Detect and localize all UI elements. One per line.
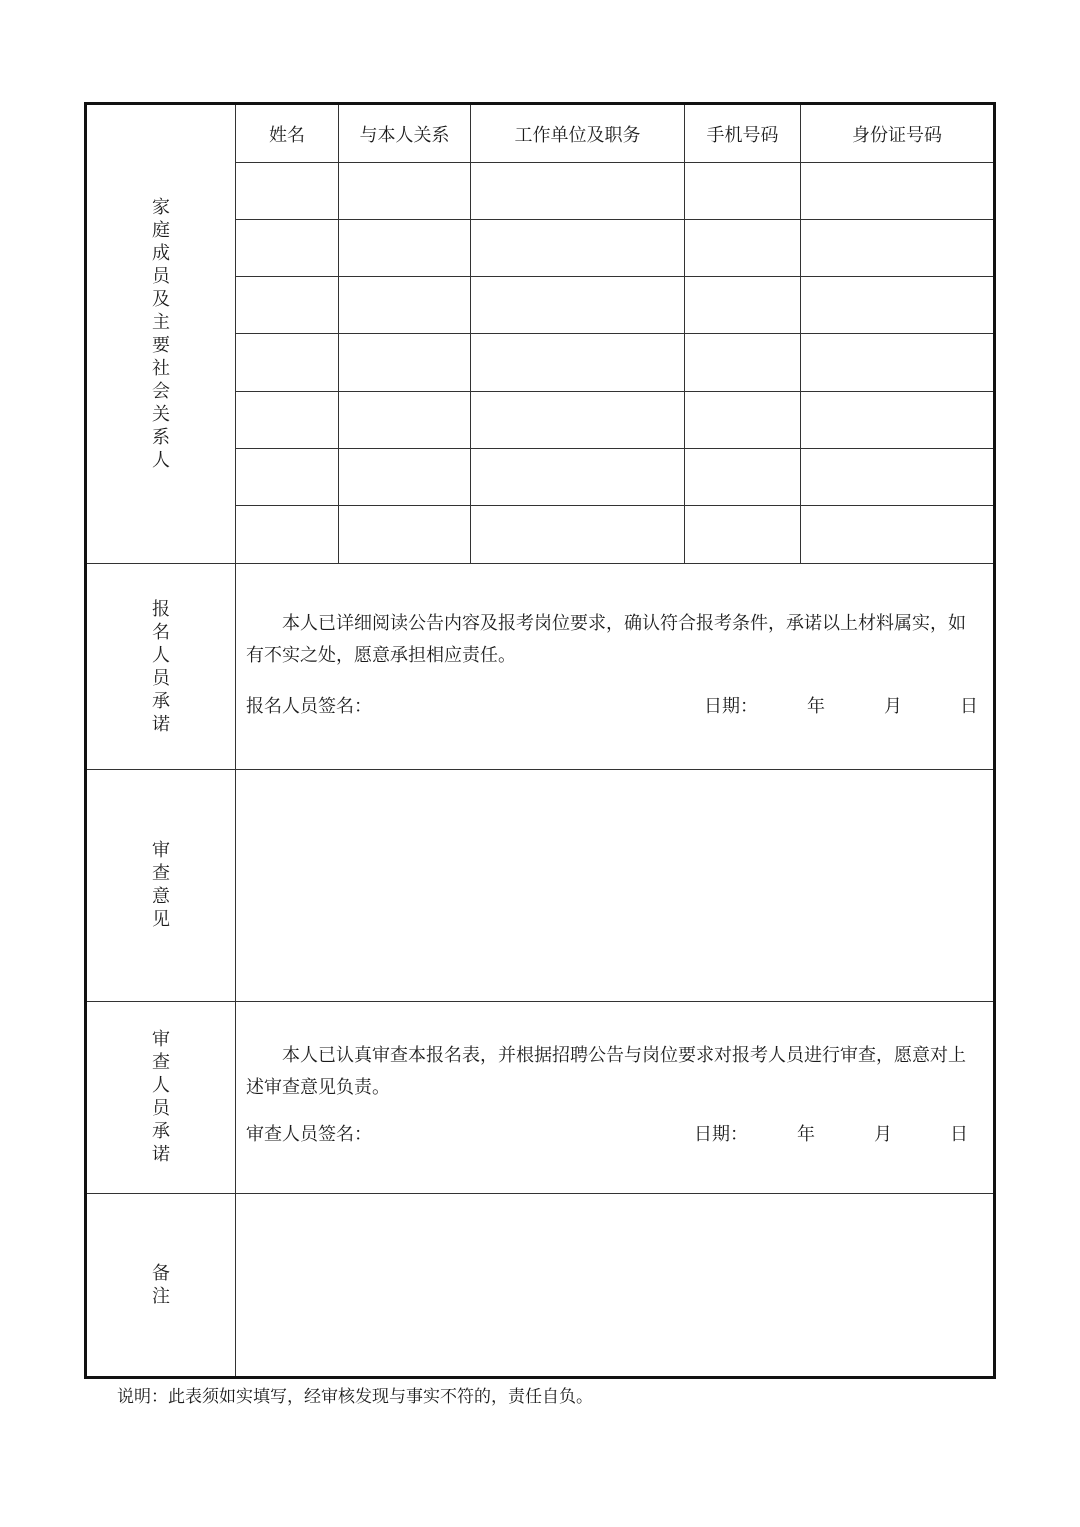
review-opinion-label-cell xyxy=(86,770,236,1001)
applicant-date-year: 年 xyxy=(807,696,825,718)
applicant-date-month: 月 xyxy=(884,696,902,718)
phone-field[interactable] xyxy=(685,449,801,506)
phone-field[interactable] xyxy=(685,163,801,220)
applicant-date-label[interactable]: 日期： xyxy=(704,696,758,718)
column-header-employer-position: 工作单位及职务 xyxy=(471,104,685,163)
phone-field[interactable] xyxy=(685,392,801,449)
id-number-field[interactable] xyxy=(801,163,995,220)
review-opinion-row xyxy=(86,770,995,1001)
id-number-field[interactable] xyxy=(801,449,995,506)
name-field[interactable] xyxy=(236,220,339,277)
column-header-name: 姓名 xyxy=(236,104,339,163)
employer-position-field[interactable] xyxy=(471,277,685,334)
family-section-label-cell xyxy=(86,104,236,564)
name-field[interactable] xyxy=(236,449,339,506)
relationship-field[interactable] xyxy=(339,449,471,506)
family-section-label: 家庭成员及主要社会关系人 xyxy=(152,197,170,472)
employer-position-field[interactable] xyxy=(471,392,685,449)
family-header-row xyxy=(86,104,995,163)
applicant-pledge-label-cell xyxy=(86,564,236,770)
id-number-field[interactable] xyxy=(801,220,995,277)
phone-field[interactable] xyxy=(685,334,801,392)
reviewer-pledge-label-cell xyxy=(86,1001,236,1193)
applicant-pledge-label: 报名人员承诺 xyxy=(152,598,170,735)
phone-field[interactable] xyxy=(685,506,801,564)
phone-field[interactable] xyxy=(685,220,801,277)
column-header-relationship: 与本人关系 xyxy=(339,104,471,163)
column-header-phone: 手机号码 xyxy=(685,104,801,163)
reviewer-signature-line xyxy=(246,1120,983,1150)
reviewer-pledge-label: 审查人员承诺 xyxy=(152,1029,170,1166)
reviewer-date-year: 年 xyxy=(797,1123,815,1145)
employer-position-field[interactable] xyxy=(471,506,685,564)
id-number-field[interactable] xyxy=(801,506,995,564)
applicant-date-day: 日 xyxy=(960,696,978,718)
name-field[interactable] xyxy=(236,506,339,564)
name-field[interactable] xyxy=(236,163,339,220)
name-field[interactable] xyxy=(236,277,339,334)
applicant-signature-line xyxy=(246,692,983,722)
remarks-field[interactable] xyxy=(236,1193,995,1377)
remarks-label: 备注 xyxy=(152,1262,170,1307)
applicant-pledge-text: 本人已详细阅读公告内容及报考岗位要求，确认符合报考条件，承诺以上材料属实，如有不实之处，愿意承担相应责任。 xyxy=(246,613,966,667)
relationship-field[interactable] xyxy=(339,163,471,220)
reviewer-date-label[interactable]: 日期： xyxy=(694,1123,748,1145)
reviewer-pledge-row xyxy=(86,1001,995,1193)
id-number-field[interactable] xyxy=(801,334,995,392)
name-field[interactable] xyxy=(236,334,339,392)
employer-position-field[interactable] xyxy=(471,163,685,220)
relationship-field[interactable] xyxy=(339,334,471,392)
name-field[interactable] xyxy=(236,392,339,449)
relationship-field[interactable] xyxy=(339,220,471,277)
employer-position-field[interactable] xyxy=(471,220,685,277)
review-opinion-label: 审查意见 xyxy=(152,840,170,931)
remarks-row xyxy=(86,1193,995,1377)
column-header-id-number: 身份证号码 xyxy=(801,104,995,163)
remarks-label-cell xyxy=(86,1193,236,1377)
reviewer-pledge-text: 本人已认真审查本报名表，并根据招聘公告与岗位要求对报考人员进行审查，愿意对上述审查意见负责。 xyxy=(246,1044,966,1098)
reviewer-signature-label[interactable]: 审查人员签名： xyxy=(246,1123,372,1145)
reviewer-date-month: 月 xyxy=(874,1123,892,1145)
reviewer-date-day: 日 xyxy=(950,1123,968,1145)
review-opinion-field[interactable] xyxy=(236,770,995,1001)
applicant-pledge-row xyxy=(86,564,995,770)
employer-position-field[interactable] xyxy=(471,449,685,506)
reviewer-pledge-cell xyxy=(236,1001,995,1193)
relationship-field[interactable] xyxy=(339,277,471,334)
applicant-pledge-cell xyxy=(236,564,995,770)
applicant-signature-label[interactable]: 报名人员签名： xyxy=(246,696,372,718)
footer-note: 说明：此表须如实填写，经审核发现与事实不符的，责任自负。 xyxy=(117,1387,593,1407)
relationship-field[interactable] xyxy=(339,392,471,449)
id-number-field[interactable] xyxy=(801,392,995,449)
phone-field[interactable] xyxy=(685,277,801,334)
registration-form-table xyxy=(84,102,996,1379)
id-number-field[interactable] xyxy=(801,277,995,334)
employer-position-field[interactable] xyxy=(471,334,685,392)
relationship-field[interactable] xyxy=(339,506,471,564)
